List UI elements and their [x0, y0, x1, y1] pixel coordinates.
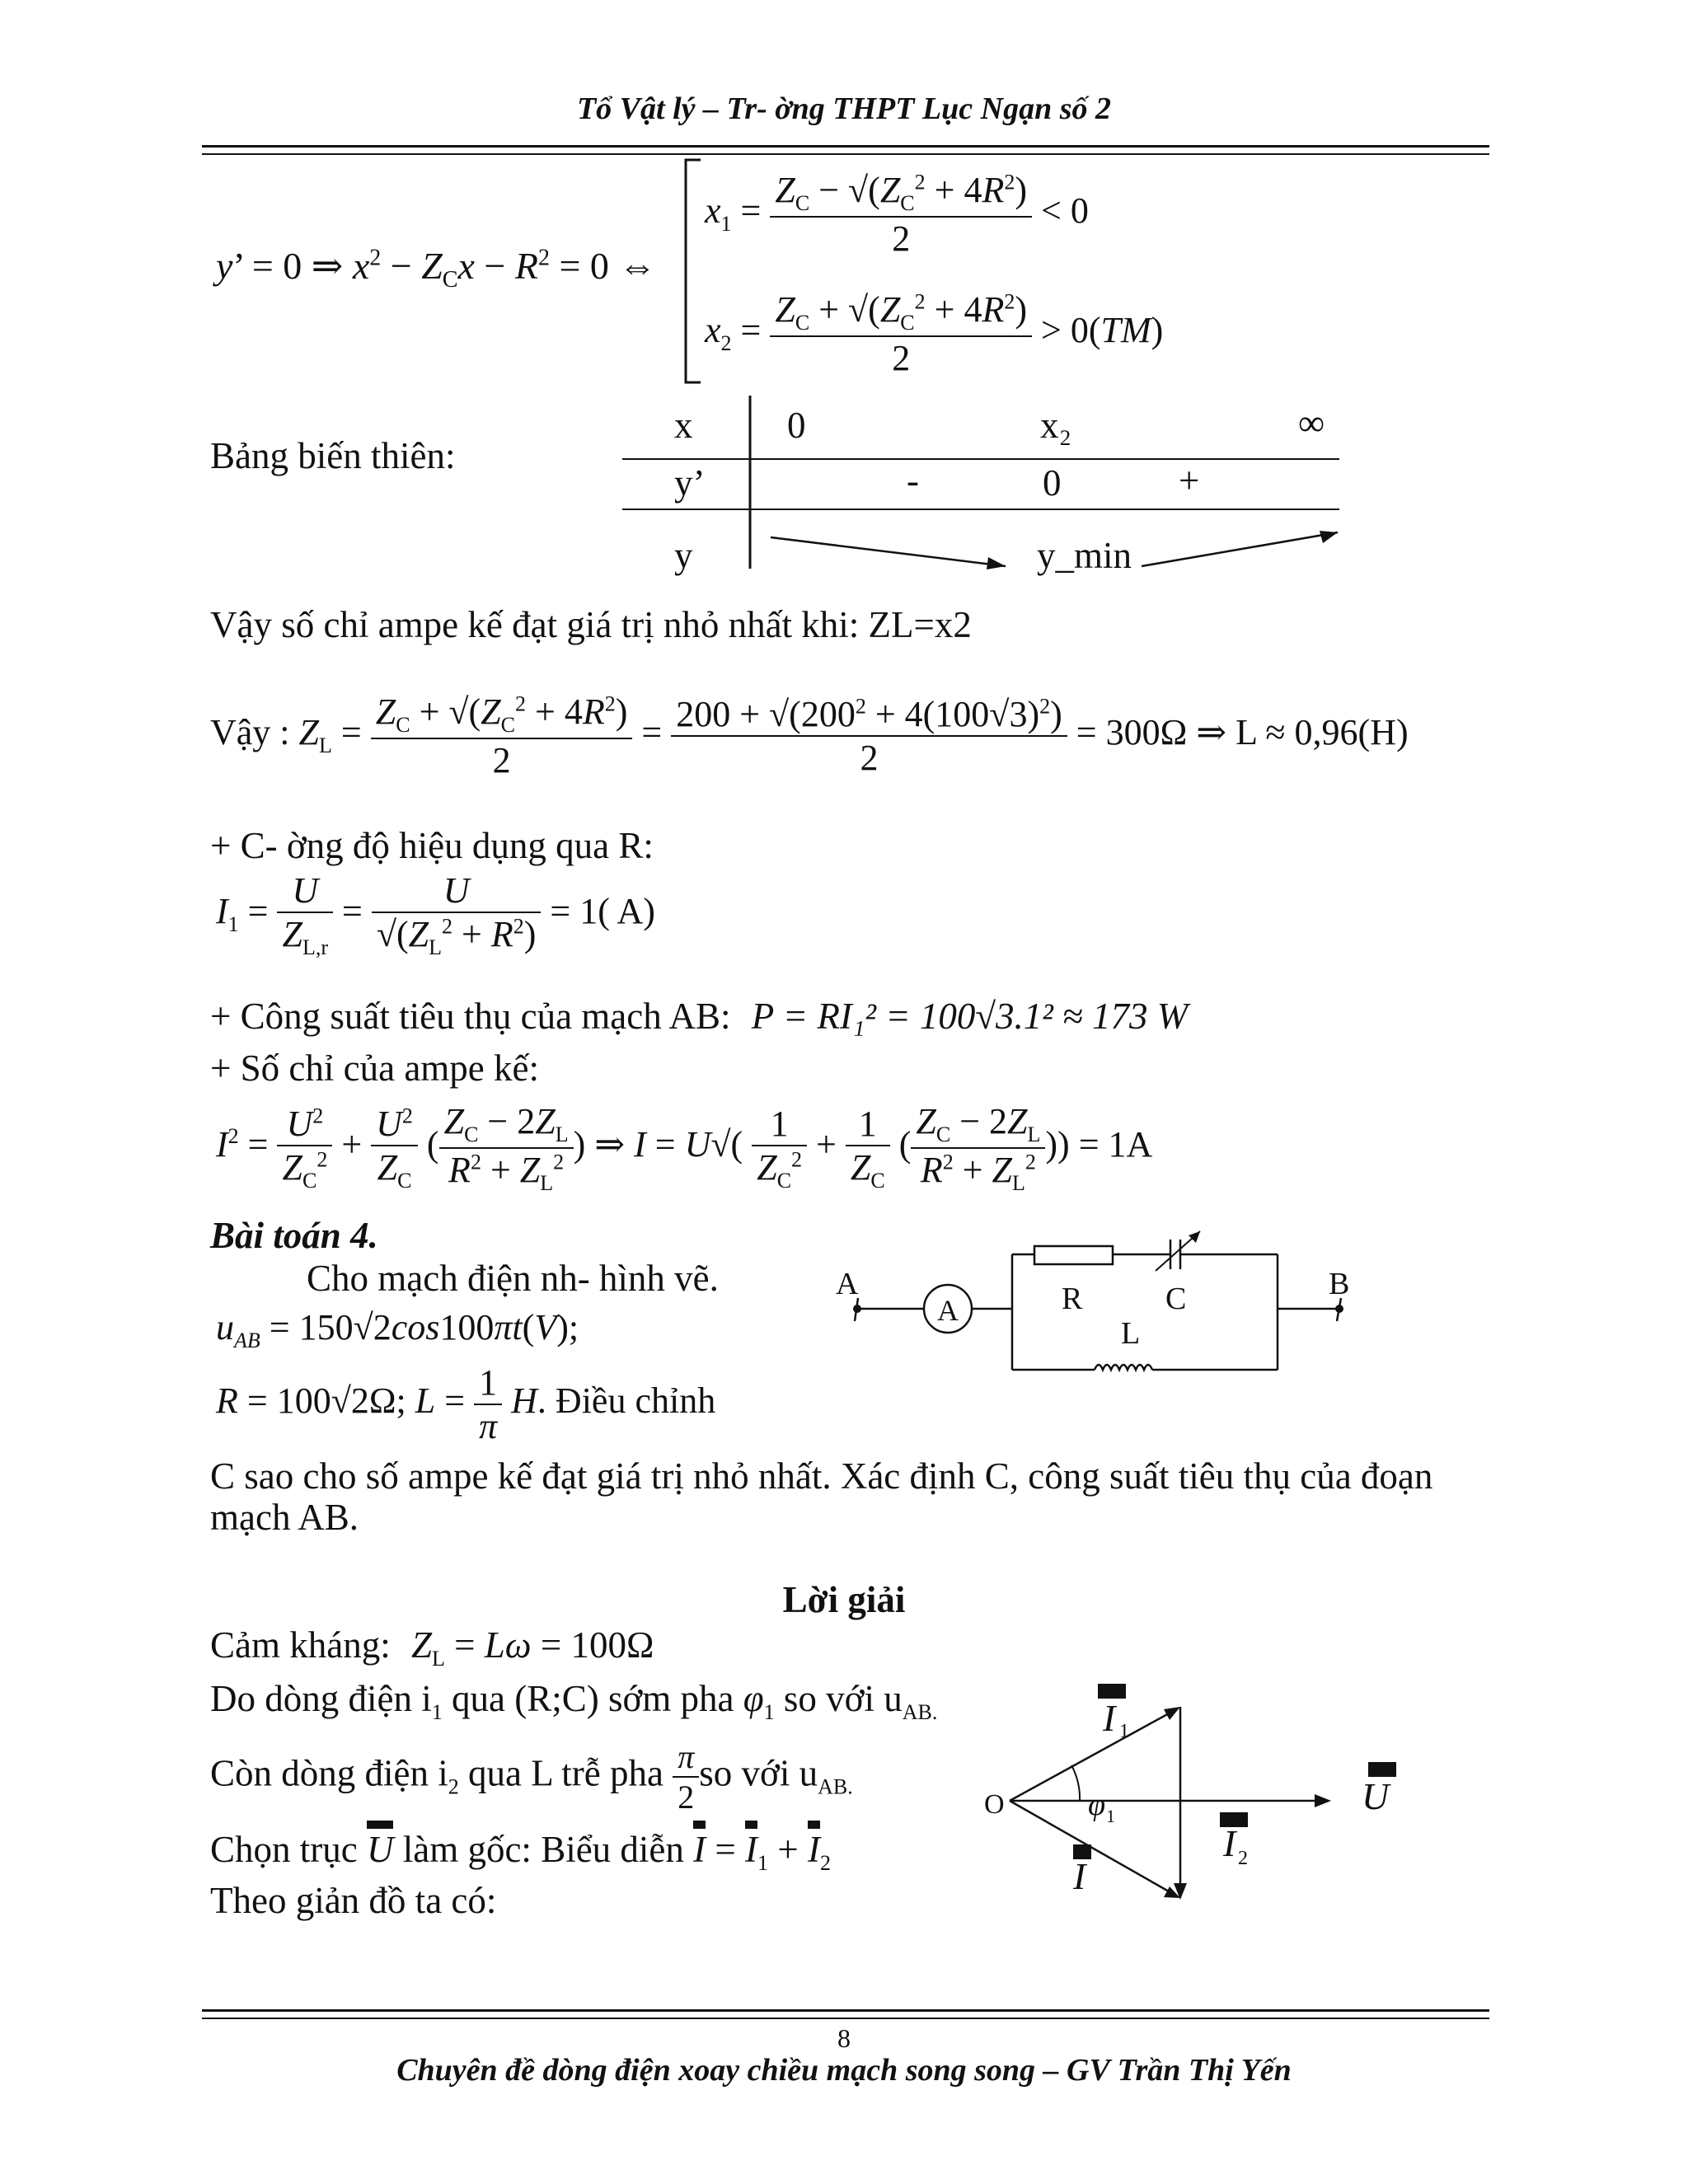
variation-table-label: Bảng biến thiên:	[210, 435, 456, 476]
problem4-line4: C sao cho số ampe kế đạt giá trị nhỏ nhất. Xác định C, công suất tiêu thụ của đoạn	[210, 1455, 1433, 1497]
problem4-line3: R = 100√2Ω; L = $\frac{1}{\pi}$ H. Điều chỉnh	[216, 1362, 716, 1446]
problem4-line1: Cho mạch điện nh- hình vẽ.	[307, 1258, 719, 1299]
vector-i1-sub: 1	[1119, 1721, 1129, 1742]
footer-rule-bottom	[202, 2018, 1489, 2019]
power-line	[210, 995, 1188, 1038]
root-x2: $x_2$ = $\frac{Z_C + √(Z_C^2 + 4R^2)}{2}$ > 0(TM)	[705, 289, 1164, 378]
problem4-line2: $u_{AB} = 150√2\cos 100\pi t(V)$;	[216, 1307, 579, 1352]
current-r-result: = 1( A)	[550, 891, 655, 931]
variation-table	[622, 396, 1348, 577]
vt-y-header: y	[674, 535, 693, 576]
solution-line3-c: so với u	[699, 1752, 818, 1794]
zl-prefix: Vậy :	[210, 712, 290, 752]
footer-rule-top	[202, 2009, 1489, 2012]
vector-i2-sub: 2	[1238, 1848, 1248, 1869]
vector-phi-sub: 1	[1106, 1806, 1115, 1826]
vt-dy-header: y’	[674, 462, 706, 504]
solution-line4: Chọn trục U làm gốc: Biểu diễn $I = I_1 + I_2$	[210, 1828, 831, 1876]
circuit-label-r: R	[1062, 1282, 1083, 1316]
solution-line4-b: làm gốc: Biểu diễn	[393, 1829, 694, 1870]
vector-i2-label: I	[1223, 1822, 1236, 1864]
vt-x-x2: x₂	[1040, 405, 1072, 446]
zl-result-value: = 300Ω ⇒ L ≈ 0,96(H)	[1076, 712, 1409, 752]
power-label: + Công suất tiêu thụ của mạch AB:	[210, 996, 731, 1037]
vt-x-infinity: ∞	[1298, 402, 1325, 443]
circuit-label-l: L	[1121, 1316, 1141, 1351]
circuit-label-c: C	[1165, 1282, 1187, 1316]
vector-origin-label: O	[984, 1789, 1005, 1820]
ammeter-formula: $I^2$ = $\frac{U^2}{Z_C^2}$ + $\frac{U^2}{Z_C}$ ( $\frac{Z_C - 2Z_L}{R^2 + Z_L^2}$ ) ⇒ I = U√( $\frac{1}{Z_C^2}$ + $\frac{1}{Z_C}$ ( $\frac{Z_C - 2Z_L}{R^2 + Z_L^2}$ )) = 1A	[216, 1101, 1153, 1195]
vt-dy-plus: +	[1179, 460, 1200, 501]
conclusion-min: Vậy số chỉ ampe kế đạt giá trị nhỏ nhất khi: ZL=x2	[210, 604, 972, 645]
solution-line3-a: Còn dòng điện i	[210, 1752, 448, 1794]
power-formula: P = RI₁² = 100√3.1² ≈ 173 W	[751, 996, 1189, 1037]
resistor-icon	[1034, 1246, 1113, 1264]
solution-line3: Còn dòng điện $i_2$ qua L trễ pha $\frac{\pi}{2}$ so với $u_{AB.}$	[210, 1738, 853, 1816]
root-x1: $x_1$ = $\frac{Z_C - √(Z_C^2 + 4R^2)}{2}$ < 0	[705, 170, 1089, 259]
ammeter-label: A	[937, 1294, 959, 1327]
problem4-title: Bài toán 4.	[210, 1215, 378, 1256]
header-rule-top	[202, 145, 1489, 148]
solution-line5: Theo giản đồ ta có:	[210, 1880, 497, 1921]
vt-y-min: y_min	[1037, 535, 1132, 576]
vector-diagram	[981, 1673, 1393, 1920]
current-r-formula: $I_1$ = $\frac{U}{Z_{L,r}}$ = $\frac{U}{√(Z_L^2 + R^2)}$ = 1( A)	[216, 870, 655, 959]
vt-x-header: x	[674, 405, 693, 446]
solution-line3-b: qua L trễ pha	[458, 1752, 673, 1794]
solution-line1: Cảm kháng: $Z_L = L\omega = 100\Omega$	[210, 1624, 654, 1671]
solution-line2: Do dòng điện $i_1$ qua (R;C) sớm pha $\varphi_1$ so với $u_{AB.}$	[210, 1678, 938, 1724]
vt-dy-minus: -	[907, 460, 919, 501]
vector-i-label: I	[1073, 1855, 1086, 1897]
page-number: 8	[837, 2023, 851, 2053]
ammeter-label: + Số chỉ của ampe kế:	[210, 1047, 540, 1089]
page-footer-title: Chuyên đề dòng điện xoay chiều mạch song song – GV Trần Thị Yến	[396, 2053, 1292, 2088]
solution-line2-b: qua (R;C) sớm pha	[442, 1678, 743, 1719]
current-r-label: + C- ờng độ hiệu dụng qua R:	[210, 825, 654, 866]
problem4-line5: mạch AB.	[210, 1497, 359, 1538]
circuit-label-a: A	[836, 1267, 859, 1301]
vector-u-label: U	[1362, 1775, 1390, 1817]
solution-line2-a: Do dòng điện i	[210, 1678, 432, 1719]
solution-title: Lời giải	[782, 1579, 906, 1620]
solution-line4-a: Chọn trục	[210, 1829, 367, 1870]
zl-result: Vậy : $Z_L$ = $\frac{Z_C + √(Z_C^2 + 4R^2)}{2}$ = $\frac{200 + √(200^2 + 4(100√3)^2)}{2}$ = 300Ω ⇒ L ≈ 0,96(H)	[210, 691, 1409, 780]
ammeter-result: = 1A	[1078, 1123, 1153, 1165]
solution-line1-prefix: Cảm kháng:	[210, 1624, 391, 1666]
header-rule-bottom	[202, 153, 1489, 155]
system-bracket	[682, 158, 707, 385]
problem4-line3-suffix: . Điều chỉnh	[537, 1380, 716, 1422]
vector-i1-label: I	[1103, 1697, 1116, 1739]
circuit-label-b: B	[1329, 1267, 1350, 1301]
vt-x-zero: 0	[787, 405, 806, 446]
page-header-title: Tổ Vật lý – Tr- ờng THPT Lục Ngạn số 2	[576, 91, 1112, 126]
solution-line2-c: so với u	[774, 1678, 903, 1719]
derivative-equation: y’ = 0 ⇒ $x^2 - Z_Cx - R^2 = 0$ ⇔	[216, 245, 657, 293]
vt-dy-zero: 0	[1043, 462, 1062, 504]
inductor-icon	[1095, 1365, 1152, 1370]
vector-phi-label: φ	[1088, 1788, 1106, 1822]
circuit-diagram	[832, 1228, 1376, 1376]
